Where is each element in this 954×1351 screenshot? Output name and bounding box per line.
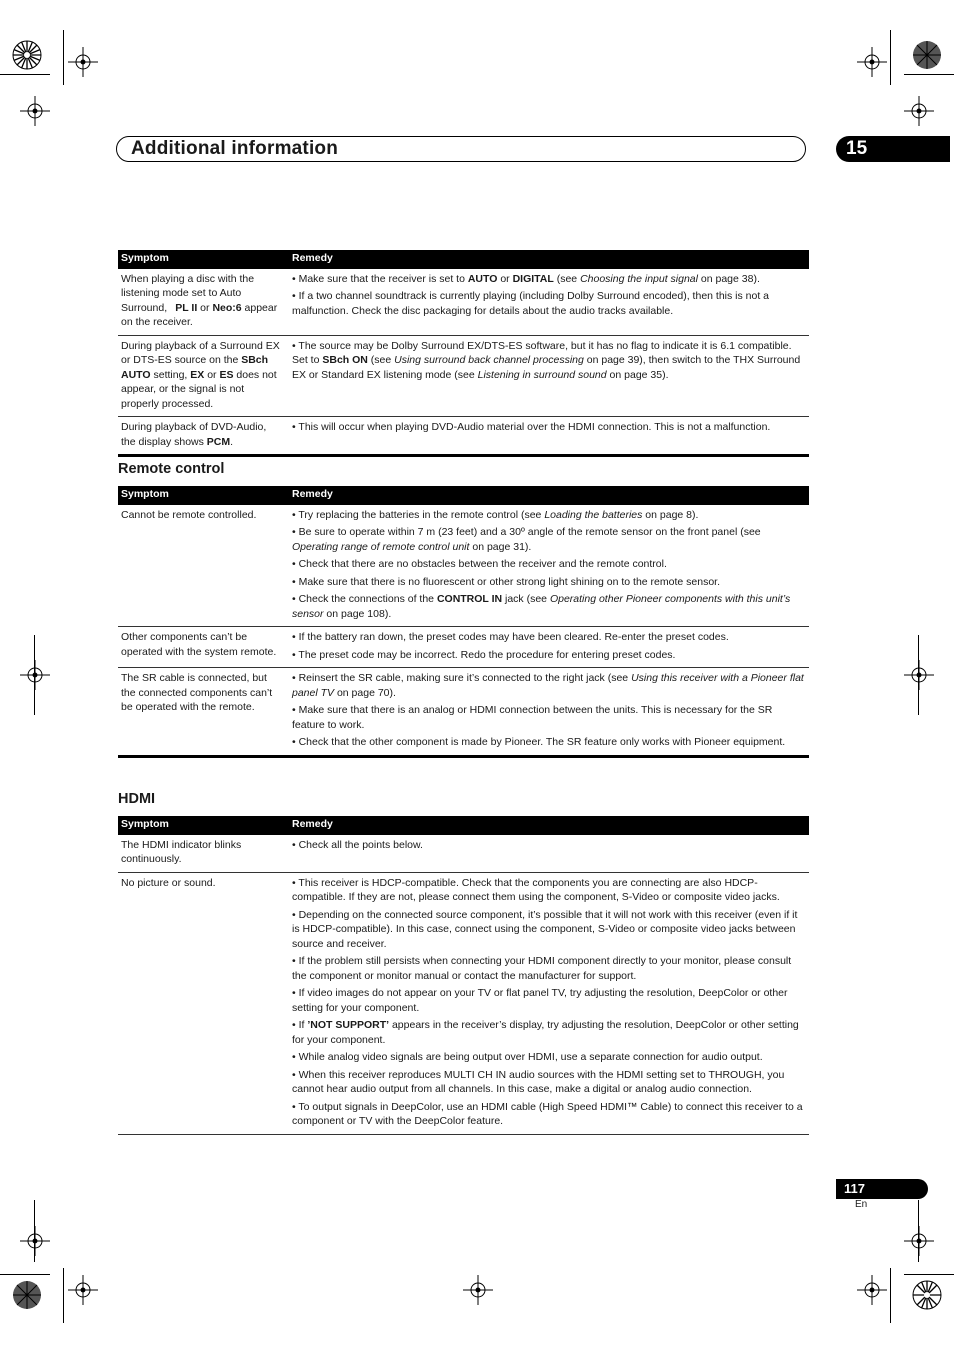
remedy-item: • While analog video signals are being output over HDMI, use a separate connection for audio output. (292, 1051, 763, 1063)
remedy-item: • Depending on the connected source component, it’s possible that it will not work with this receiver (even if it is HDCP-compatible). In this case, connect using the component, S-Video or composite video jacks between source and receiver. (292, 908, 798, 950)
remedy-item: • This will occur when playing DVD-Audio material over the HDMI connection. This is not a malfunction. (292, 421, 771, 433)
chapter-title: Additional information (131, 138, 339, 159)
table-row (118, 872, 809, 1134)
page-number: 117 (836, 1179, 928, 1199)
remedy-item: • When this receiver reproduces MULTI CH IN audio sources with the HDMI setting set to THROUGH, you cannot hear audio output from all channels. In this case, make a digital or analog audio connection. (292, 1068, 785, 1095)
bold-term: AUTO (467, 272, 498, 285)
remedy-item: • If video images do not appear on your TV or flat panel TV, try adjusting the resolution, DeepColor or other setting for your component. (292, 987, 788, 1014)
registration-sunburst-icon (12, 1280, 42, 1310)
table-row (118, 417, 809, 456)
table-row (118, 269, 809, 336)
bold-term: ’NOT SUPPORT’ (307, 1019, 390, 1031)
remedy-item: • Make sure that the receiver is set to AUTO or DIGITAL (see Choosing the input signal on page 38). (292, 272, 760, 285)
trim-line (904, 74, 954, 75)
symptom-cell: During playback of a Surround EX or DTS-ES source on the SBch AUTO setting, EX or ES does not appear, or the signal is not properly processed. (118, 335, 289, 417)
remedy-item: • If a two channel soundtrack is currently playing (including Dolby Surround encoded), then this is not a malfunction. Check the disc packaging for details about the audio tracks available. (292, 290, 770, 317)
registration-sunburst-icon (12, 40, 42, 70)
remedy-header: Remedy (289, 486, 809, 505)
troubleshooting-table (118, 250, 809, 457)
remedy-cell (289, 417, 809, 456)
symptom-cell: Other components can’t be operated with the system remote. (118, 627, 289, 668)
trim-line (904, 1274, 954, 1275)
remedy-item: • The preset code may be incorrect. Redo the procedure for entering preset codes. (292, 648, 676, 661)
remedy-item: • Check that there are no obstacles between the receiver and the remote control. (292, 558, 667, 570)
crosshair-icon (904, 1226, 934, 1256)
chapter-header (116, 136, 806, 162)
table-body (118, 505, 809, 757)
crosshair-icon (857, 1275, 887, 1305)
language-code: En (855, 1199, 868, 1210)
troubleshooting-table (118, 816, 809, 1135)
remedy-item: • Try replacing the batteries in the remote control (see Loading the batteries on page 8). (292, 508, 699, 521)
registration-sunburst-icon (912, 1280, 942, 1310)
bold-term: PL II (170, 301, 198, 314)
reference-title: Operating other Pioneer components with this unit’s sensor (292, 593, 791, 620)
reference-title: Operating range of remote control unit (292, 540, 470, 553)
symptom-cell: When playing a disc with the listening mode set to Auto Surround, PL II or Neo:6 appear on the receiver. (118, 269, 289, 336)
reference-title: Listening in surround sound (477, 368, 607, 381)
registration-sunburst-icon (912, 40, 942, 70)
crosshair-icon (463, 1275, 493, 1305)
trim-line (890, 1268, 891, 1323)
reference-title: Using surround back channel processing (394, 354, 584, 366)
section-heading-hdmi: HDMI (118, 791, 156, 807)
crosshair-icon (20, 660, 50, 690)
remedy-item: • Check all the points below. (292, 838, 423, 851)
trim-line (890, 30, 891, 85)
symptom-cell: During playback of DVD-Audio, the display shows PCM. (118, 417, 289, 456)
hdmi-table-section (118, 816, 809, 1135)
trim-line (34, 635, 35, 715)
symptom-header: Symptom (118, 250, 289, 269)
remedy-item: • To output signals in DeepColor, use an HDMI cable (High Speed HDMI™ Cable) to connect this receiver to a component or TV with the DeepColor feature. (292, 1100, 803, 1127)
bold-term: CONTROL IN (436, 593, 503, 605)
remedy-item: • Make sure that there is no fluorescent or other strong light shining on to the remote sensor. (292, 575, 720, 588)
remedy-item: • The source may be Dolby Surround EX/DTS-ES software, but it has no flag to indicate it is 6.1 compatible. Set to SBch ON (see Using surround back channel processing on page 39), then switch to the THX Surround EX or Standard EX listening mode (see Listening in surround sound on page 35). (292, 339, 801, 381)
symptom-cell: No picture or sound. (118, 872, 289, 1134)
chapter-number: 15 (836, 136, 950, 162)
bold-term: DIGITAL (512, 272, 554, 285)
trim-line (918, 635, 919, 715)
bold-term: ES (219, 368, 234, 381)
crosshair-icon (20, 1226, 50, 1256)
remedy-item: • If ’NOT SUPPORT’ appears in the receiver’s display, try adjusting the resolution, DeepColor or other setting for your component. (292, 1019, 799, 1046)
table-body (118, 269, 809, 456)
bold-term: PCM (206, 435, 231, 448)
general-table-section (118, 250, 809, 457)
remedy-cell (289, 505, 809, 627)
trim-line (0, 74, 50, 75)
remote-table-section (118, 486, 809, 758)
table-row (118, 627, 809, 668)
remedy-header: Remedy (289, 250, 809, 269)
remedy-item: • Reinsert the SR cable, making sure it’s connected to the right jack (see Using this receiver with a Pioneer flat panel TV on page 70). (292, 672, 804, 699)
trim-line (918, 1200, 919, 1262)
symptom-header: Symptom (118, 486, 289, 505)
section-heading-remote-control: Remote control (118, 461, 225, 477)
remedy-cell (289, 668, 809, 757)
bold-term: SBch AUTO (121, 354, 269, 381)
crosshair-icon (904, 660, 934, 690)
table-row (118, 835, 809, 873)
crosshair-icon (68, 1275, 98, 1305)
remedy-cell (289, 627, 809, 668)
reference-title: Using this receiver with a Pioneer flat panel TV (292, 672, 804, 699)
remedy-item: • If the battery ran down, the preset codes may have been cleared. Re-enter the preset codes. (292, 631, 729, 643)
symptom-cell: The SR cable is connected, but the connected components can’t be operated with the remote. (118, 668, 289, 757)
bold-term: Neo:6 (212, 301, 242, 314)
remedy-item: • Make sure that there is an analog or HDMI connection between the units. This is necessary for the SR feature to work. (292, 704, 773, 731)
crosshair-icon (68, 47, 98, 77)
crosshair-icon (20, 96, 50, 126)
crosshair-icon (857, 47, 887, 77)
reference-title: Choosing the input signal (580, 272, 698, 285)
remedy-cell (289, 872, 809, 1134)
table-row (118, 505, 809, 627)
remedy-cell (289, 835, 809, 873)
trim-line (63, 1268, 64, 1323)
symptom-header: Symptom (118, 816, 289, 835)
crosshair-icon (904, 96, 934, 126)
remedy-item: • This receiver is HDCP-compatible. Check that the components you are connecting are also HDCP-compatible. If they are not, please connect them using the component, S-Video or composite video jacks. (292, 876, 780, 903)
table-body (118, 835, 809, 1135)
bold-term: SBch ON (322, 354, 368, 366)
remedy-item: • Check that the other component is made by Pioneer. The SR feature only works with Pioneer equipment. (292, 736, 786, 748)
trim-line (34, 1200, 35, 1262)
symptom-cell: Cannot be remote controlled. (118, 505, 289, 627)
table-row (118, 668, 809, 757)
table-row (118, 335, 809, 417)
symptom-cell: The HDMI indicator blinks continuously. (118, 835, 289, 873)
remedy-item: • If the problem still persists when connecting your HDMI component directly to your monitor, please consult the component or monitor manual or contact the manufacturer for support. (292, 955, 792, 982)
remedy-cell (289, 335, 809, 417)
remedy-item: • Be sure to operate within 7 m (23 feet) and a 30º angle of the remote sensor on the front panel (see Operating range of remote control unit on page 31). (292, 526, 761, 553)
bold-term: EX (190, 368, 205, 381)
trim-line (63, 30, 64, 85)
remedy-header: Remedy (289, 816, 809, 835)
remedy-cell (289, 269, 809, 336)
remedy-item: • Check the connections of the CONTROL IN jack (see Operating other Pioneer components with this unit’s sensor on page 108). (292, 593, 791, 620)
trim-line (0, 1274, 50, 1275)
troubleshooting-table (118, 486, 809, 758)
reference-title: Loading the batteries (544, 508, 643, 521)
